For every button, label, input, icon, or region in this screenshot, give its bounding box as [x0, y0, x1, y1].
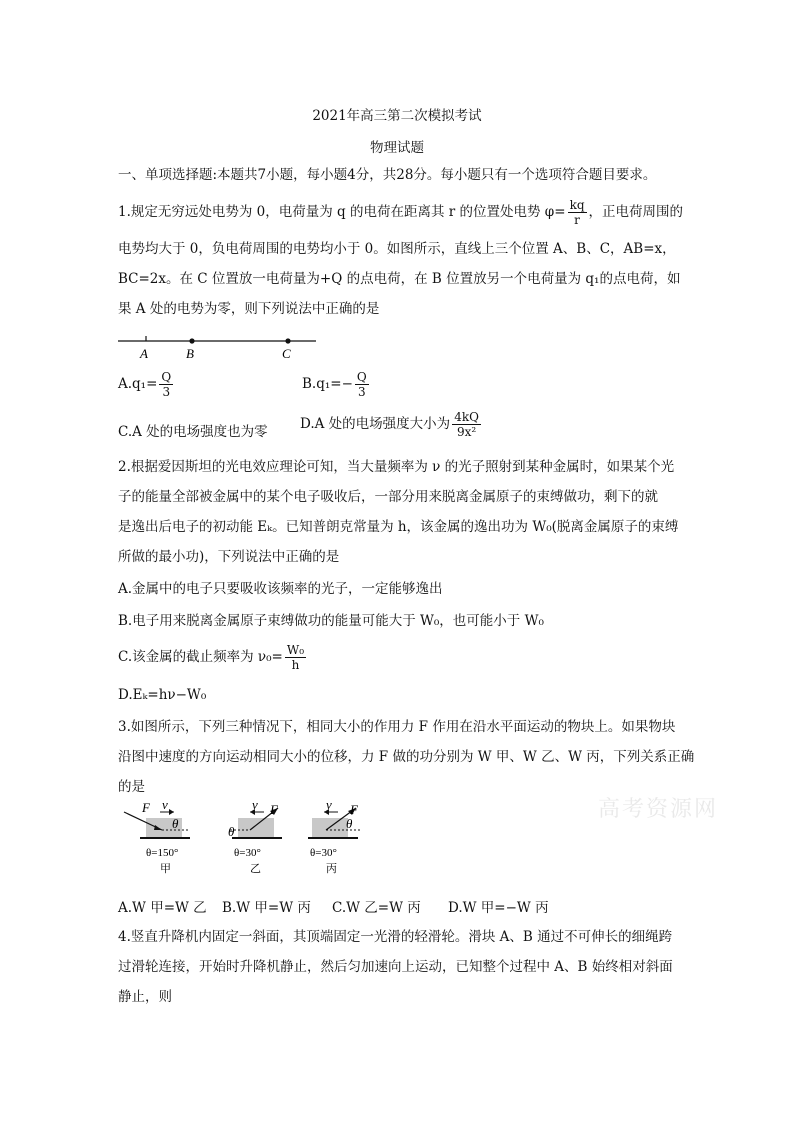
q4-line3: 静止，则	[118, 989, 172, 1005]
q3-line2: 沿图中速度的方向运动相同大小的位移，力 F 做的功分别为 W 甲、W 乙、W 丙，下列关系正确	[118, 749, 695, 765]
q1-line1: 1.规定无穷远处电势为 0，电荷量为 q 的电荷在距离其 r 的位置处电势 φ= $\frac{kq}{r}$ ，正电荷周围的	[118, 198, 684, 227]
section-heading: 一、单项选择题:本题共7小题，每小题4分，共28分。每小题只有一个选项符合题目要求。	[118, 167, 657, 183]
q1-option-d: D.A 处的电场强度大小为 $\frac{4kQ}{\text{9x²}}$	[300, 410, 479, 439]
label-b: B	[186, 346, 194, 361]
q3-option-d: D.W 甲=−W 丙	[448, 900, 549, 916]
block	[238, 818, 274, 838]
label-c: C	[282, 346, 291, 361]
q2-line3: 是逸出后电子的初动能 Eₖ。已知普朗克常量为 h，该金属的逸出功为 W₀(脱离金属原子的束缚	[118, 519, 679, 535]
svg-text:θ=30°: θ=30°	[310, 847, 337, 859]
q2-option-a: A.金属中的电子只要吸收该频率的光子，一定能够逸出	[118, 581, 443, 597]
potential-fraction: $\frac{kq}{r}$	[569, 198, 585, 227]
q2-line2: 子的能量全部被金属中的某个电子吸收后，一部分用来脱离金属原子的束缚做功，剩下的就	[118, 489, 658, 505]
q3-figure-bing	[300, 800, 380, 878]
svg-text:F: F	[142, 800, 150, 815]
svg-text:θ=30°: θ=30°	[234, 847, 261, 859]
svg-text:v: v	[252, 800, 258, 812]
q2-line1: 2.根据爱因斯坦的光电效应理论可知，当大量频率为 ν 的光子照射到某种金属时，如果某个光	[118, 459, 675, 475]
q2-option-b: B.电子用来脱离金属原子束缚做功的能量可能大于 W₀，也可能小于 W₀	[118, 613, 544, 629]
q2-option-d: D.Eₖ=hν−W₀	[118, 687, 207, 703]
svg-text:θ=150°: θ=150°	[146, 847, 179, 859]
q1-line4: 果 A 处的电势为零，则下列说法中正确的是	[118, 301, 380, 317]
svg-text:v: v	[326, 800, 332, 812]
q3-figure-jia	[118, 800, 198, 878]
svg-text:v: v	[162, 800, 168, 812]
q3-figure-yi	[220, 800, 300, 878]
svg-text:θ: θ	[172, 816, 179, 831]
svg-text:F: F	[350, 802, 358, 817]
svg-text:θ: θ	[228, 824, 235, 839]
q1-line-figure	[112, 332, 322, 362]
svg-text:θ: θ	[346, 816, 353, 831]
q3-line1: 3.如图所示，下列三种情况下，相同大小的作用力 F 作用在沿水平面运动的物块上。如果物块	[118, 719, 676, 735]
watermark: 高考资源网	[598, 797, 719, 822]
point-c-dot	[285, 338, 290, 343]
q4-line1: 4.竖直升降机内固定一斜面，其顶端固定一光滑的轻滑轮。滑块 A、B 通过不可伸长的细绳跨	[118, 929, 673, 945]
q2-line4: 所做的最小功)，下列说法中正确的是	[118, 549, 340, 565]
label-a: A	[140, 346, 148, 361]
q1-line3: BC=2x。在 C 位置放一电荷量为+Q 的点电荷，在 B 位置放另一个电荷量为 q₁的点电荷，如	[118, 271, 681, 287]
q3-option-c: C.W 乙=W 丙	[332, 900, 421, 916]
q3-option-a: A.W 甲=W 乙	[118, 900, 207, 916]
q3-line3: 的是	[118, 779, 145, 795]
q4-line2: 过滑轮连接，开始时升降机静止，然后匀加速向上运动，已知整个过程中 A、B 始终相对斜面	[118, 959, 673, 975]
q1-option-b: B.q₁=− $\frac{Q}{3}$	[302, 370, 367, 399]
svg-text:F: F	[270, 802, 278, 817]
block	[312, 818, 348, 838]
point-b-dot	[189, 338, 194, 343]
svg-text:丙: 丙	[326, 863, 337, 875]
q1-option-c: C.A 处的电场强度也为零	[118, 424, 268, 440]
q3-option-b: B.W 甲=W 丙	[222, 900, 311, 916]
exam-subtitle: 物理试题	[370, 140, 424, 156]
svg-text:甲: 甲	[160, 863, 171, 875]
q1-option-a: A.q₁= $\frac{Q}{3}$	[118, 370, 172, 399]
q2-option-c: C.该金属的截止频率为 ν₀= $\frac{\text{W₀}}{h}$	[118, 643, 305, 672]
svg-text:乙: 乙	[250, 863, 261, 875]
q1-line2: 电势均大于 0，负电荷周围的电势均小于 0。如图所示，直线上三个位置 A、B、C，AB=x，	[118, 241, 676, 257]
exam-title: 2021年高三第二次模拟考试	[312, 108, 482, 124]
